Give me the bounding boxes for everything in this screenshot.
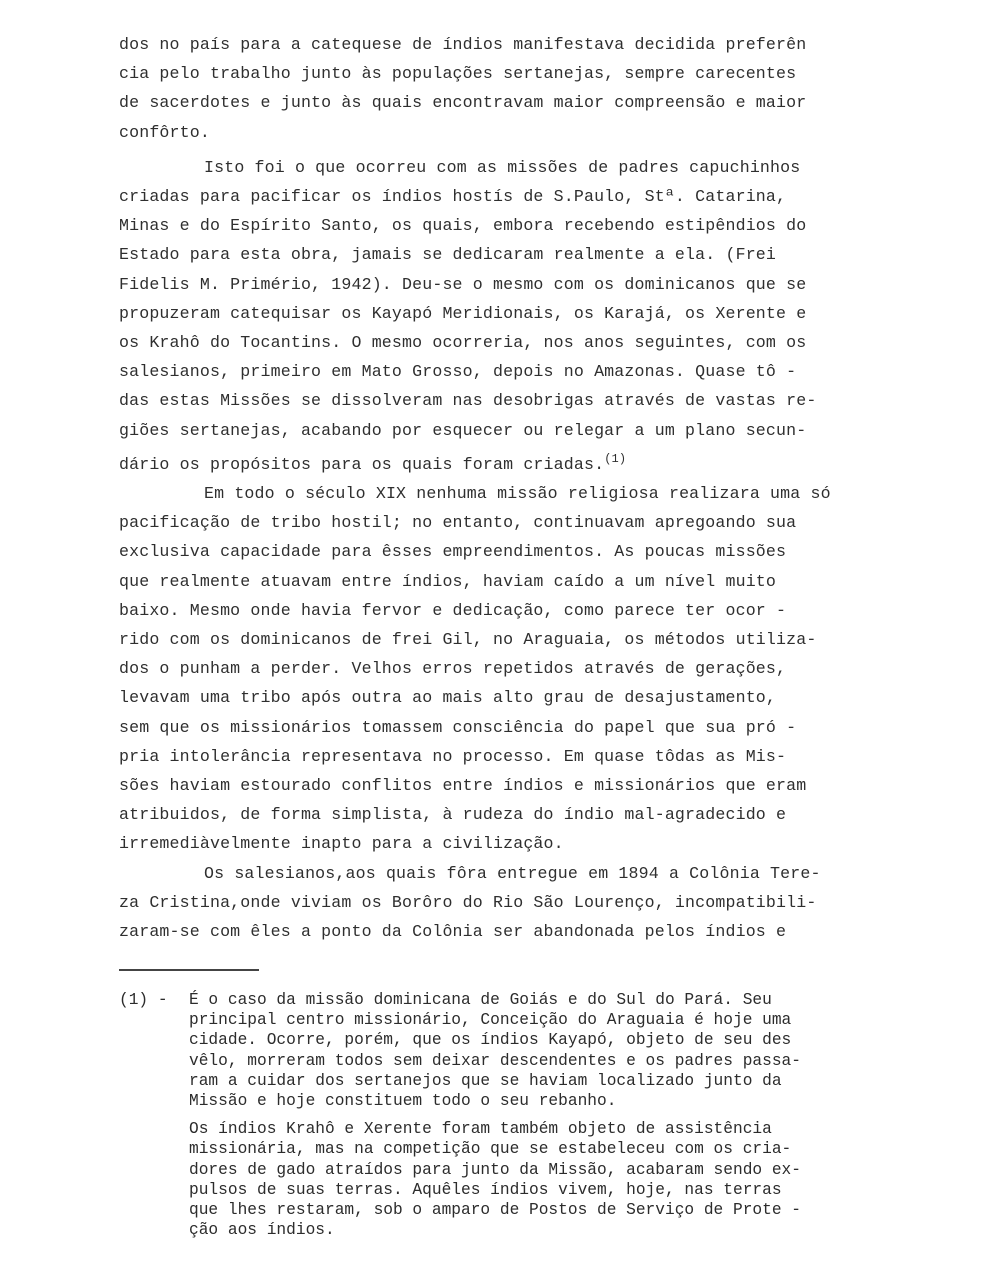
footnote-line: pulsos de suas terras. Aquêles índios vivem, hoje, nas terras [189, 1180, 782, 1199]
text-line: Fidelis M. Primério, 1942). Deu-se o mesmo com os dominicanos que se [119, 274, 807, 294]
text-line: pacificação de tribo hostil; no entanto, continuavam apregoando sua [119, 513, 797, 533]
text-line: zaram-se com êles a ponto da Colônia ser abandonada pelos índios e [119, 922, 787, 942]
text-line: cia pelo trabalho junto às populações sertanejas, sempre carecentes [119, 64, 797, 84]
footnote-marker: (1) - [119, 991, 168, 1009]
text-line: levavam uma tribo após outra ao mais alto grau de desajustamento, [119, 688, 777, 708]
footnote-divider [119, 969, 259, 971]
text-line: exclusiva capacidade para êsses empreendimentos. As poucas missões [119, 542, 787, 562]
footnote-line: ram a cuidar dos sertanejos que se haviam localizado junto da [189, 1071, 782, 1090]
paragraph-1 [119, 30, 949, 147]
footnote-line: dores de gado atraídos para junto da Missão, acabaram sendo ex- [189, 1160, 801, 1179]
text-line: sões haviam estourado conflitos entre índios e missionários que eram [119, 776, 807, 796]
text-line: irremediàvelmente inapto para a civilização. [119, 834, 564, 854]
text-line: Estado para esta obra, jamais se dedicaram realmente a ela. (Frei [119, 245, 777, 265]
text-line: os Krahô do Tocantins. O mesmo ocorreria, nos anos seguintes, com os [119, 333, 807, 353]
text-line: Minas e do Espírito Santo, os quais, embora recebendo estipêndios do [119, 216, 807, 236]
text-line: pria intolerância representava no processo. Em quase tôdas as Mis- [119, 746, 787, 766]
text-line: Isto foi o que ocorreu com as missões de padres capuchinhos [204, 157, 801, 177]
footnote-line: É o caso da missão dominicana de Goiás e do Sul do Pará. Seu [189, 991, 772, 1009]
footnote-line: ção aos índios. [189, 1221, 335, 1240]
text-line-content: dário os propósitos para os quais foram criadas. [119, 454, 605, 474]
text-line: dos no país para a catequese de índios manifestava decidida preferên [119, 35, 807, 54]
text-line: que realmente atuavam entre índios, haviam caído a um nível muito [119, 571, 777, 591]
paragraph-4 [119, 859, 949, 947]
text-line: za Cristina,onde viviam os Borôro do Rio São Lourenço, incompatibili- [119, 892, 817, 912]
footnote-line: Os índios Krahô e Xerente foram também objeto de assistência [189, 1120, 772, 1139]
footnote-line: Missão e hoje constituem todo o seu rebanho. [189, 1092, 617, 1111]
footnotes [119, 990, 949, 1240]
text-line: Os salesianos,aos quais fôra entregue em 1894 a Colônia Tere- [204, 863, 821, 883]
footnote-1 [119, 990, 949, 1240]
text-line [119, 445, 949, 479]
text-line: salesianos, primeiro em Mato Grosso, depois no Amazonas. Quase tô - [119, 362, 797, 382]
text-line: das estas Missões se dissolveram nas desobrigas através de vastas re- [119, 391, 817, 411]
paragraph-3 [119, 479, 949, 859]
paragraph-2 [119, 153, 949, 479]
footnote-paragraph [189, 990, 949, 1111]
text-line: baixo. Mesmo onde havia fervor e dedicação, como parece ter ocor - [119, 600, 787, 620]
footnote-body [189, 990, 949, 1240]
text-line: giões sertanejas, acabando por esquecer ou relegar a um plano secun- [119, 420, 807, 440]
footnote-paragraph [189, 1119, 949, 1240]
footnote-line: que lhes restaram, sob o amparo de Postos de Serviço de Prote - [189, 1201, 801, 1220]
footnote-line: vêlo, morreram todos sem deixar descendentes e os padres passa- [189, 1051, 801, 1070]
text-line: atribuidos, de forma simplista, à rudeza do índio mal-agradecido e [119, 805, 787, 825]
text-line: Em todo o século XIX nenhuma missão religiosa realizara uma só [204, 484, 831, 504]
text-line: propuzeram catequisar os Kayapó Meridionais, os Karajá, os Xerente e [119, 303, 807, 323]
text-line: sem que os missionários tomassem consciência do papel que sua pró - [119, 717, 797, 737]
text-line: criadas para pacificar os índios hostís de S.Paulo, Stª. Catarina, [119, 187, 787, 207]
footnote-line: cidade. Ocorre, porém, que os índios Kayapó, objeto de seu des [189, 1031, 792, 1050]
footnote-line: principal centro missionário, Conceição do Araguaia é hoje uma [189, 1011, 792, 1030]
text-line: dos o punham a perder. Velhos erros repetidos através de gerações, [119, 659, 787, 679]
text-line: rido com os dominicanos de frei Gil, no Araguaia, os métodos utiliza- [119, 630, 817, 650]
text-line: confôrto. [119, 122, 210, 142]
footnote-reference: (1) [604, 451, 627, 466]
main-text [119, 30, 949, 946]
footnote-line: missionária, mas na competição que se estabeleceu com os cria- [189, 1140, 792, 1159]
text-line: de sacerdotes e junto às quais encontravam maior compreensão e maior [119, 93, 807, 113]
